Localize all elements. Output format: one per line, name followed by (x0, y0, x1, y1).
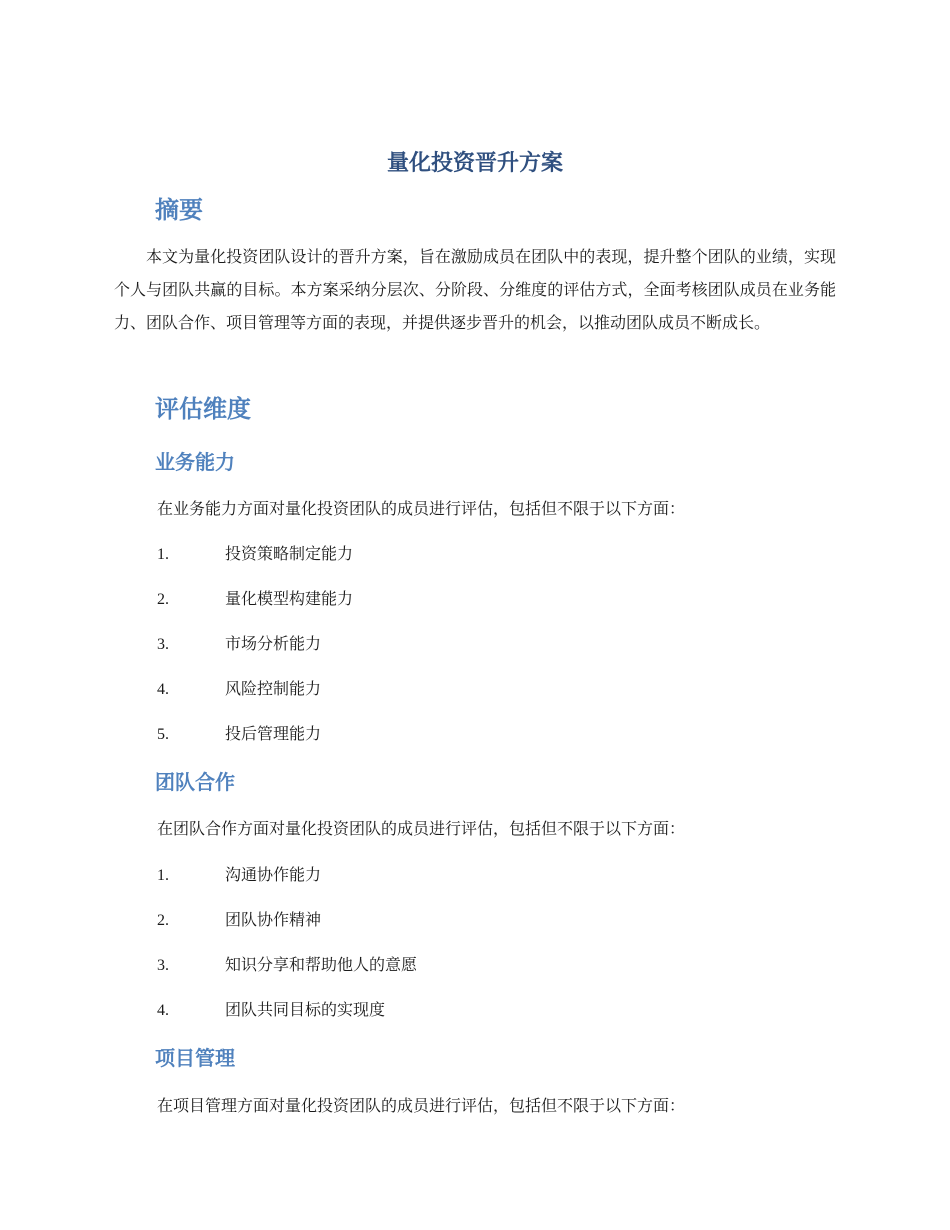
list-text: 投后管理能力 (225, 724, 322, 743)
list-text: 团队共同目标的实现度 (225, 1000, 386, 1019)
project-heading: 项目管理 (155, 1046, 235, 1070)
list-number: 1. (157, 546, 169, 563)
list-number: 3. (157, 957, 169, 974)
document-title: 量化投资晋升方案 (386, 151, 563, 176)
project-intro: 在项目管理方面对量化投资团队的成员进行评估，包括但不限于以下方面： (157, 1096, 686, 1115)
list-text: 沟通协作能力 (225, 865, 322, 884)
abstract-heading: 摘要 (155, 196, 203, 224)
list-item (157, 862, 321, 885)
teamwork-heading: 团队合作 (155, 770, 235, 794)
dimensions-heading: 评估维度 (155, 395, 251, 423)
list-item (157, 997, 385, 1020)
list-text: 市场分析能力 (225, 634, 322, 653)
list-text: 团队协作精神 (225, 910, 322, 929)
list-number: 5. (157, 726, 169, 743)
list-item (157, 586, 353, 609)
list-text: 投资策略制定能力 (225, 544, 354, 563)
list-number: 4. (157, 681, 169, 698)
abstract-paragraph: 本文为量化投资团队设计的晋升方案，旨在激励成员在团队中的表现，提升整个团队的业绩，实现个人与团队共赢的目标。本方案采纳分层次、分阶段、分维度的评估方式，全面考核团队成员在业务能力、团队合作、项目管理等方面的表现，并提供逐步晋升的机会，以推动团队成员不断成长。 (114, 247, 836, 332)
list-text: 量化模型构建能力 (225, 589, 354, 608)
list-number: 4. (157, 1002, 169, 1019)
list-item (157, 721, 321, 744)
list-number: 1. (157, 867, 169, 884)
list-item (157, 952, 417, 975)
list-item (157, 631, 321, 654)
list-item (157, 541, 353, 564)
list-item (157, 676, 321, 699)
list-text: 知识分享和帮助他人的意愿 (225, 955, 418, 974)
business-heading: 业务能力 (155, 450, 235, 474)
teamwork-intro: 在团队合作方面对量化投资团队的成员进行评估，包括但不限于以下方面： (157, 819, 686, 838)
list-item (157, 907, 321, 930)
list-text: 风险控制能力 (225, 679, 322, 698)
business-intro: 在业务能力方面对量化投资团队的成员进行评估，包括但不限于以下方面： (157, 499, 686, 518)
list-number: 2. (157, 591, 169, 608)
list-number: 3. (157, 636, 169, 653)
list-number: 2. (157, 912, 169, 929)
